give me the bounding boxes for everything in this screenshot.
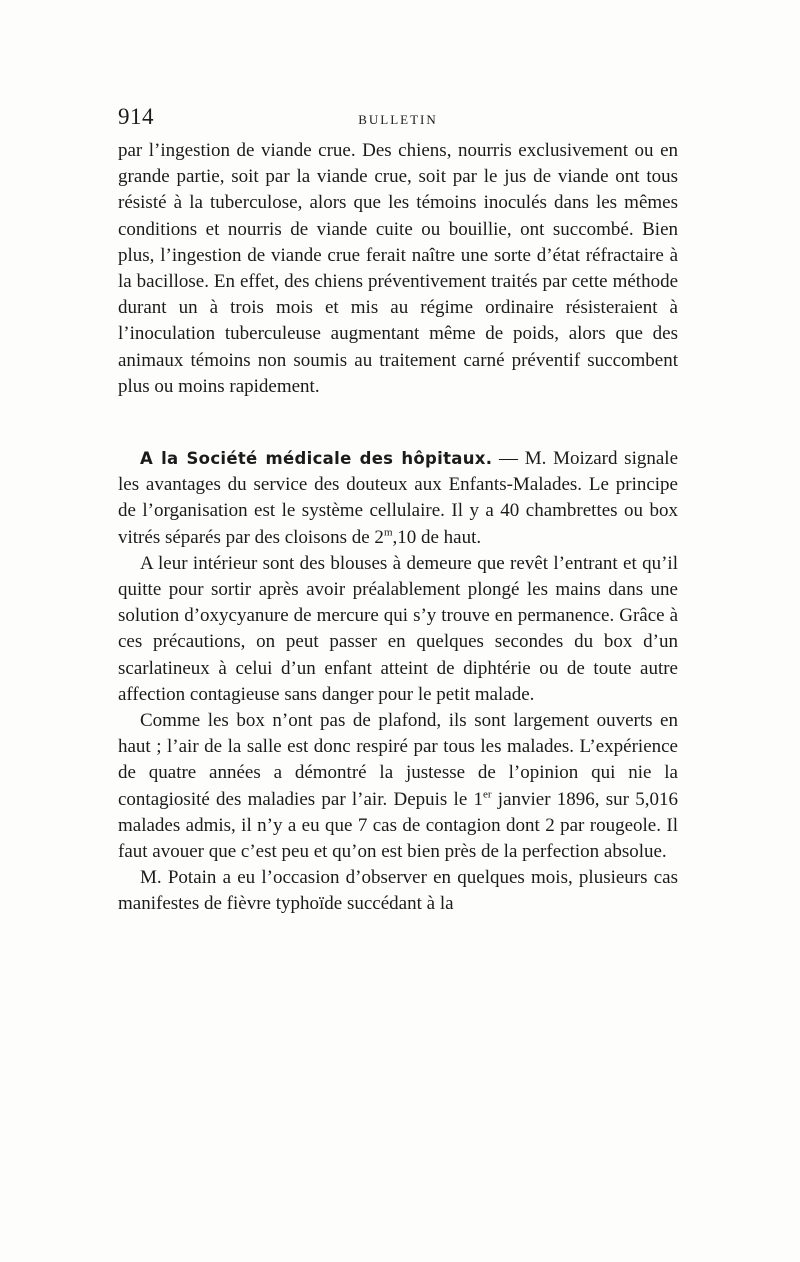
page-number: 914 [118, 104, 154, 129]
superscript: er [483, 788, 492, 801]
paragraph-potain: M. Potain a eu l’occasion d’observer en quelques mois, plusieurs cas manifestes de fièvre typhoïde succédant à la [118, 867, 678, 915]
superscript: m [383, 526, 393, 539]
running-title: BULLETIN [358, 112, 438, 127]
paragraph-text: Comme les box n’ont pas de plafond, ils sont largement ouverts en haut ; l’air de la salle est donc respiré par tous les malades. L’expérience de quatre années a démontré la justesse de l’opinion qui nie la contagiosité des maladies par l’air. Depuis le 1 [118, 710, 678, 810]
paragraph-societe-medicale [118, 446, 678, 551]
section-title: A la Société médicale des hôpitaux. [140, 449, 493, 469]
document-page [118, 104, 678, 918]
paragraph-text: — M. Moizard signale les avantages du service des douteux aux Enfants-Malades. Le principe de l’organisation est le système cellulaire. Il y a 40 chambrettes ou box vitrés séparés par des cloisons de 2 [118, 448, 679, 548]
page-header [118, 104, 678, 138]
paragraph-raw-meat: par l’ingestion de viande crue. Des chiens, nourris exclusivement ou en grande partie, soit par la viande crue, soit par le jus de viande ont tous résisté à la tuberculose, alors que les témoins inoculés dans les mêmes conditions et nourris de viande cuite ou bouillie, ont succombé. Bien plus, l’ingestion de viande crue ferait naître une sorte d’état réfractaire à la bacillose. En effet, des chiens préventivement traités par cette méthode durant un à trois mois et mis au régime ordinaire résisteraient à l’inoculation tuberculeuse augmentant même de poids, alors que des animaux témoins non soumis au traitement carné préventif succombent plus ou moins rapidement. [118, 140, 678, 397]
paragraph-box-ventilation [118, 708, 678, 865]
paragraph-blouses: A leur intérieur sont des blouses à demeure que revêt l’entrant et qu’il quitte pour sortir après avoir préalablement plongé les mains dans une solution d’oxycyanure de mercure qui s’y trouve en permanence. Grâce à ces précautions, on peut passer en quelques secondes du box d’un scarlatineux à celui d’un enfant atteint de diphtérie ou de toute autre affection contagieuse sans danger pour le petit malade. [118, 552, 678, 705]
paragraph-text-end: janvier 1896, sur 5,016 malades admis, il n’y a eu que 7 cas de contagion dont 2 par rougeole. Il faut avouer que c’est peu et qu’on est bien près de la perfection absolue. [118, 788, 679, 863]
paragraph-text-end: ,10 de haut. [392, 526, 482, 548]
